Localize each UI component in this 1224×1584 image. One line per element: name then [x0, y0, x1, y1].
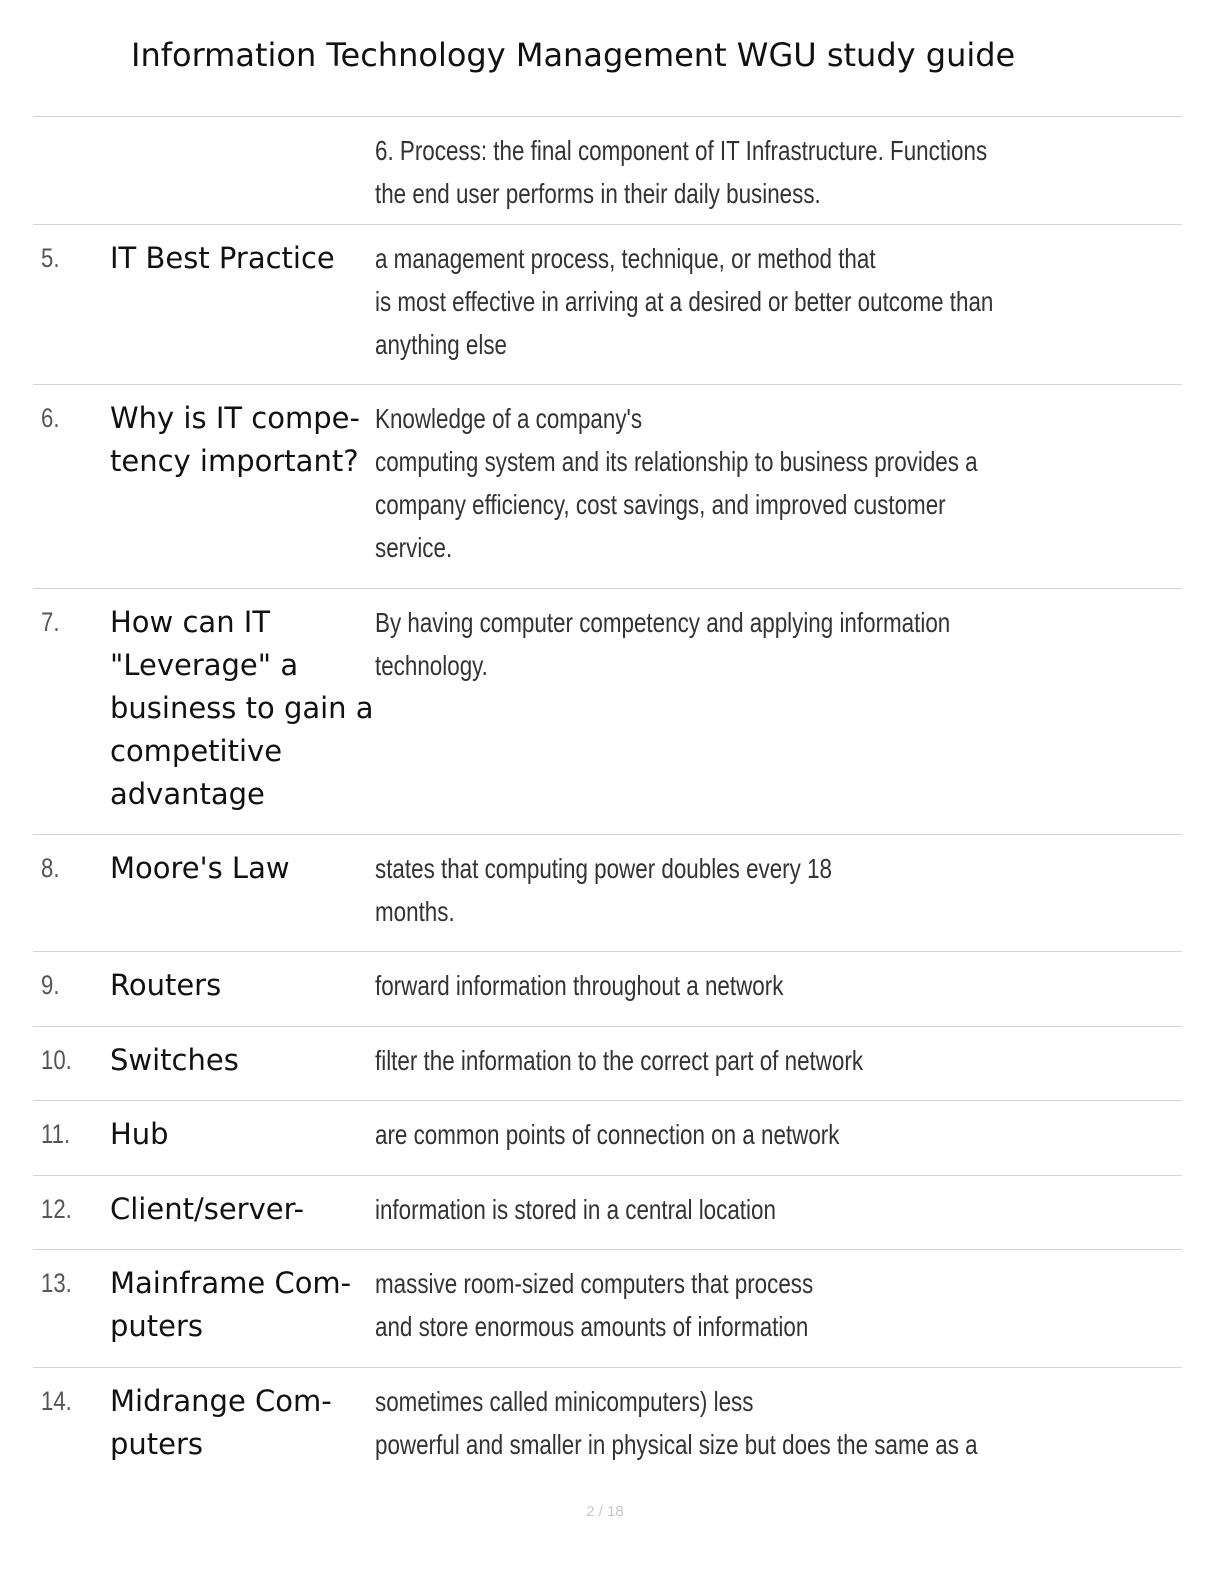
definition-line: forward information throughout a network [375, 970, 784, 1001]
definition-line: massive room-sized computers that process [375, 1268, 814, 1299]
table-row [33, 1101, 1182, 1176]
table-row [33, 952, 1182, 1027]
term: Switches [110, 1043, 239, 1077]
row-number: 11. [41, 1119, 71, 1149]
definition [375, 1380, 1195, 1466]
definition-line: Knowledge of a company's [375, 403, 643, 434]
definition-line: By having computer competency and applying information [375, 607, 951, 638]
definition [375, 1188, 1195, 1231]
table-row [33, 385, 1182, 589]
definition [375, 1039, 1195, 1082]
definition [375, 237, 1195, 366]
definition-line: anything else [375, 329, 508, 360]
row-number: 14. [41, 1386, 72, 1416]
table-row [33, 1250, 1182, 1368]
definition-line: states that computing power doubles every 18 [375, 853, 832, 884]
flashcard-table [33, 116, 1182, 1478]
row-number: 6. [41, 403, 60, 433]
term: Why is IT compe- tency important? [110, 401, 360, 478]
definition-line: company efficiency, cost savings, and improved customer [375, 489, 946, 520]
definition-line: powerful and smaller in physical size but does the same as a [375, 1429, 978, 1460]
term: IT Best Practice [110, 241, 335, 275]
term: Mainframe Com- puters [110, 1266, 352, 1343]
row-number: 5. [41, 243, 60, 273]
term: Moore's Law [110, 851, 290, 885]
row-number: 13. [41, 1268, 72, 1298]
row-number: 7. [41, 607, 60, 637]
definition [375, 964, 1195, 1007]
definition-line: the end user performs in their daily business. [375, 178, 821, 209]
definition-line: and store enormous amounts of information [375, 1311, 809, 1342]
definition-line: technology. [375, 650, 488, 681]
row-number: 12. [41, 1194, 72, 1224]
row-number: 9. [41, 970, 60, 1000]
document-title: Information Technology Management WGU study guide [131, 36, 1016, 74]
definition-line: is most effective in arriving at a desired or better outcome than [375, 286, 994, 317]
definition-line: information is stored in a central location [375, 1194, 776, 1225]
row-number: 10. [41, 1045, 72, 1075]
table-row [33, 225, 1182, 385]
term: Midrange Com- puters [110, 1384, 332, 1461]
definition-line: months. [375, 896, 455, 927]
table-row [33, 1368, 1182, 1478]
page-number: 2 / 18 [586, 1503, 624, 1520]
definition [375, 1262, 1195, 1348]
definition-line: filter the information to the correct part of network [375, 1045, 864, 1076]
term: Routers [110, 968, 222, 1002]
definition-line: a management process, technique, or method that [375, 243, 876, 274]
term: How can IT "Leverage" a business to gain a competitive advantage [110, 605, 374, 811]
definition [375, 601, 1195, 687]
row-number: 8. [41, 853, 60, 883]
table-row [33, 589, 1182, 835]
definition-line: 6. Process: the final component of IT Infrastructure. Functions [375, 135, 988, 166]
definition [375, 847, 1195, 933]
definition-line: are common points of connection on a network [375, 1119, 840, 1150]
table-row [33, 1176, 1182, 1250]
term: Client/server- [110, 1192, 305, 1226]
definition-line: sometimes called minicomputers) less [375, 1386, 754, 1417]
definition-line: computing system and its relationship to business provides a [375, 446, 978, 477]
table-row [33, 1027, 1182, 1101]
definition [375, 397, 1195, 569]
definition [375, 1113, 1195, 1156]
term: Hub [110, 1117, 169, 1151]
definition [375, 129, 1195, 215]
table-row [33, 117, 1182, 225]
definition-line: service. [375, 532, 453, 563]
table-row [33, 835, 1182, 952]
